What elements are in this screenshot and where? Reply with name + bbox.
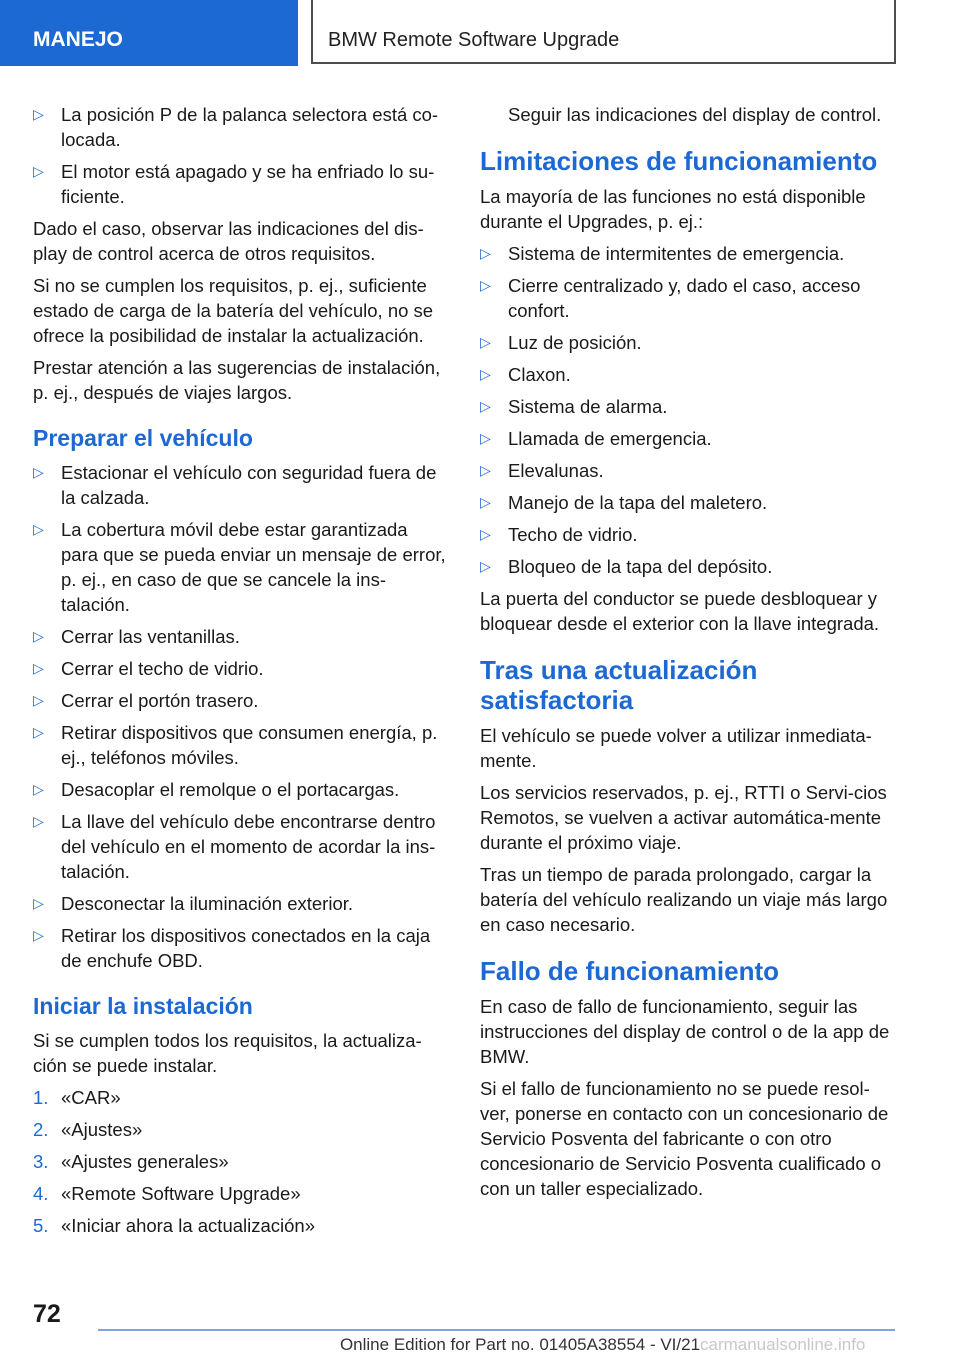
step-item: 3. «Ajustes generales»: [33, 1151, 229, 1172]
heading-limitations: Limitaciones de funcionamiento: [480, 146, 878, 176]
list-item: ▷ Cierre centralizado y, dado el caso, acceso confort.: [480, 275, 861, 321]
list-item: ▷ Estacionar el vehículo con seguridad fuera de la calzada.: [33, 462, 437, 508]
continued-step-text: Seguir las indicaciones del display de control.: [508, 104, 882, 125]
list-item: ▷ Cerrar el techo de vidrio.: [33, 658, 264, 679]
list-item: ▷ La posición P de la palanca selectora está co-locada.: [33, 104, 439, 150]
list-item: ▷ Sistema de intermitentes de emergencia.: [480, 243, 845, 264]
list-item: ▷ El motor está apagado y se ha enfriado lo su-ficiente.: [33, 161, 435, 207]
step-number: 5.: [33, 1215, 49, 1236]
paragraph: Tras un tiempo de parada prolongado, cargar la batería del vehículo realizando un viaje más largo en caso necesario.: [480, 864, 888, 935]
list-item: ▷ Manejo de la tapa del maletero.: [480, 492, 768, 513]
limitations-list: [480, 241, 894, 579]
list-item: ▷ Claxon.: [480, 364, 571, 385]
list-item: ▷ Luz de posición.: [480, 332, 642, 353]
list-item: ▷ Sistema de alarma.: [480, 396, 668, 417]
bullet-icon: ▷: [480, 334, 491, 350]
bullet-icon: ▷: [33, 521, 44, 537]
bullet-icon: ▷: [33, 464, 44, 480]
page-number: 72: [33, 1300, 61, 1328]
paragraph: En caso de fallo de funcionamiento, seguir las instrucciones del display de control o de la app de BMW.: [480, 996, 890, 1067]
left-column: [33, 102, 447, 1245]
paragraph: La puerta del conductor se puede desbloquear y bloquear desde el exterior con la llave integrada.: [480, 588, 880, 634]
footer-edition: Online Edition for Part no. 01405A38554 - VI/21: [339, 1335, 701, 1354]
list-item: ▷ Cerrar el portón trasero.: [33, 690, 259, 711]
bullet-icon: ▷: [33, 163, 44, 179]
list-item: ▷ Techo de vidrio.: [480, 524, 638, 545]
bullet-icon: ▷: [33, 692, 44, 708]
list-item: ▷ Desacoplar el remolque o el portacargas.: [33, 779, 400, 800]
bullet-icon: ▷: [480, 462, 491, 478]
paragraph: La mayoría de las funciones no está disponible durante el Upgrades, p. ej.:: [480, 186, 866, 232]
heading-start-install: Iniciar la instalación: [33, 993, 253, 1019]
watermark-text: carmanualsonline.info: [700, 1335, 866, 1354]
paragraph: Si no se cumplen los requisitos, p. ej., suficiente estado de carga de la batería del vehículo, no se ofrece la posibilidad de instalar la actualización.: [33, 275, 434, 346]
step-item: 5. «Iniciar ahora la actualización»: [33, 1215, 316, 1236]
paragraph: Dado el caso, observar las indicaciones del dis-play de control acerca de otros requisitos.: [33, 218, 424, 264]
step-item: 2. «Ajustes»: [33, 1119, 143, 1140]
list-item: ▷ Bloqueo de la tapa del depósito.: [480, 556, 773, 577]
header-title: BMW Remote Software Upgrade: [311, 0, 896, 64]
heading-after-update: Tras una actualización satisfactoria: [480, 655, 758, 715]
heading-malfunction: Fallo de funcionamiento: [480, 956, 780, 986]
bullet-icon: ▷: [33, 781, 44, 797]
list-item: ▷ Llamada de emergencia.: [480, 428, 712, 449]
steps-list: [33, 1085, 447, 1238]
requirements-list: [33, 102, 447, 209]
step-number: 4.: [33, 1183, 49, 1204]
paragraph: Los servicios reservados, p. ej., RTTI o Servi-cios Remotos, se vuelven a activar automática-mente durante el próximo viaje.: [480, 782, 887, 853]
prepare-list: [33, 460, 447, 973]
list-item: ▷ La llave del vehículo debe encontrarse dentro del vehículo en el momento de acordar la ins-talación.: [33, 811, 436, 882]
bullet-icon: ▷: [33, 628, 44, 644]
list-item: ▷ Retirar dispositivos que consumen energía, p. ej., teléfonos móviles.: [33, 722, 438, 768]
paragraph: Si el fallo de funcionamiento no se puede resol-ver, ponerse en contacto con un concesionario de Servicio Posventa del fabricante o con otro concesionario de Servicio Posventa cualificado o con un taller especializado.: [480, 1078, 889, 1199]
bullet-icon: ▷: [33, 660, 44, 676]
bullet-icon: ▷: [33, 895, 44, 911]
bullet-icon: ▷: [480, 526, 491, 542]
paragraph: Si se cumplen todos los requisitos, la actualiza-ción se puede instalar.: [33, 1030, 422, 1076]
list-item: ▷ Elevalunas.: [480, 460, 604, 481]
paragraph: Prestar atención a las sugerencias de instalación, p. ej., después de viajes largos.: [33, 357, 441, 403]
header-section: MANEJO: [0, 0, 298, 66]
bullet-icon: ▷: [480, 430, 491, 446]
right-column: [480, 102, 894, 1208]
heading-prepare-vehicle: Preparar el vehículo: [33, 425, 253, 451]
bullet-icon: ▷: [480, 245, 491, 261]
bullet-icon: ▷: [33, 927, 44, 943]
step-number: 2.: [33, 1119, 49, 1140]
footer-divider: [98, 1329, 895, 1331]
list-item: ▷ Cerrar las ventanillas.: [33, 626, 240, 647]
step-item: 4. «Remote Software Upgrade»: [33, 1183, 301, 1204]
list-item: ▷ La cobertura móvil debe estar garantizada para que se pueda enviar un mensaje de error, p. ej., en caso de que se cancele la ins-talación.: [33, 519, 446, 615]
bullet-icon: ▷: [33, 724, 44, 740]
bullet-icon: ▷: [480, 277, 491, 293]
step-number: 3.: [33, 1151, 49, 1172]
bullet-icon: ▷: [480, 558, 491, 574]
list-item: ▷ Desconectar la iluminación exterior.: [33, 893, 354, 914]
bullet-icon: ▷: [33, 106, 44, 122]
paragraph: El vehículo se puede volver a utilizar inmediata-mente.: [480, 725, 872, 771]
list-item: ▷ Retirar los dispositivos conectados en la caja de enchufe OBD.: [33, 925, 431, 971]
step-number: 1.: [33, 1087, 49, 1108]
bullet-icon: ▷: [480, 398, 491, 414]
bullet-icon: ▷: [480, 366, 491, 382]
bullet-icon: ▷: [33, 813, 44, 829]
bullet-icon: ▷: [480, 494, 491, 510]
step-item: 1. «CAR»: [33, 1087, 121, 1108]
